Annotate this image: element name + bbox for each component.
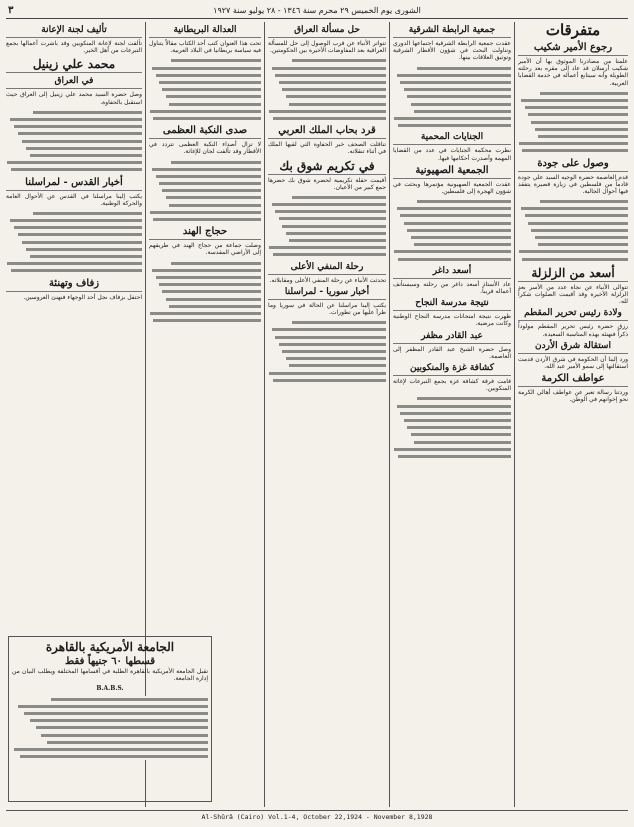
text-line	[292, 57, 386, 64]
text-line	[22, 239, 142, 246]
article-text: تحدثت الأنباء عن رحلة المنفي الأعلى ومقابلاته.	[269, 276, 386, 284]
text-line	[272, 326, 386, 333]
column-divider	[389, 22, 390, 807]
text-line	[282, 223, 386, 230]
text-line	[169, 303, 261, 310]
text-block	[149, 260, 261, 325]
text-block	[149, 57, 261, 122]
text-line	[273, 377, 386, 384]
text-line	[162, 288, 261, 295]
text-line	[417, 65, 511, 72]
article-text: ظهرت نتيجة امتحانات مدرسة النجاح الوطنية وكانت مرضية.	[393, 313, 511, 328]
text-line	[20, 753, 208, 760]
text-line	[417, 395, 511, 402]
article-text: نظرت محكمة الجنايات في عدد من القضايا المهمة وأصدرت أحكامها فيها.	[393, 147, 511, 162]
text-line	[538, 241, 628, 248]
text-line	[282, 86, 386, 93]
text-line	[522, 147, 628, 154]
text-line	[36, 724, 208, 731]
headline: نتيجة مدرسة النجاح	[393, 298, 511, 311]
article-text: وصلت جماعة من حجاج الهند في طريقهم إلى الأراضي المقدسة.	[149, 242, 261, 257]
text-line	[7, 260, 142, 267]
text-line	[275, 72, 386, 79]
ad-title: الجامعة الأمريكية بالقاهرة	[45, 640, 175, 654]
article-text: يكتب إلينا مراسلنا عن الحالة في سوريا وما طرأ عليها من تطورات.	[268, 301, 386, 316]
section-logo: متفرقات	[545, 22, 601, 39]
text-line	[275, 334, 386, 341]
headline: ولادة رئيس تحرير المقطم	[518, 308, 628, 321]
text-line	[26, 246, 142, 253]
column-divider	[264, 22, 265, 807]
article-text: قدم العاصمة حضرة الوجيه السيد علي جودة قادماً من فلسطين في زيارة قصيرة يتفقد فيها أحوال الجالية.	[518, 173, 628, 195]
text-line	[279, 215, 386, 222]
text-line	[162, 187, 261, 194]
text-line	[521, 205, 628, 212]
text-block	[393, 65, 511, 130]
text-line	[414, 241, 511, 248]
text-line	[30, 152, 142, 159]
text-line	[24, 710, 208, 717]
column-5	[6, 22, 142, 631]
text-block	[518, 198, 628, 263]
text-line	[150, 108, 261, 115]
article-text: تتواتر الأنباء عن قرب الوصول إلى حل للمسألة العراقية بعد المفاوضات الأخيرة بين الحكومتين.	[268, 40, 386, 55]
text-line	[22, 138, 142, 145]
text-line	[528, 220, 628, 227]
text-line	[166, 194, 261, 201]
headline: قرد بحاب الملك العربي	[268, 125, 386, 139]
text-line	[171, 260, 261, 267]
text-line	[414, 108, 511, 115]
text-line	[14, 123, 142, 130]
text-line	[540, 90, 628, 97]
text-line	[411, 431, 511, 438]
text-block	[12, 696, 208, 761]
text-line	[394, 115, 511, 122]
article-text: لا تزال أصداء النكبة العظمى تتردد في الأقطار وقد تألفت لجان للإغاثة.	[149, 141, 261, 156]
text-line	[292, 194, 386, 201]
headline: حجاج الهند	[149, 226, 261, 240]
text-line	[30, 253, 142, 260]
headline: عواطف الكرمة	[518, 373, 628, 387]
headline: في تكريم شوق بك	[268, 159, 386, 175]
text-line	[286, 230, 386, 237]
text-line	[400, 79, 511, 86]
text-line	[51, 696, 208, 703]
text-line	[26, 145, 142, 152]
text-line	[33, 210, 142, 217]
text-line	[400, 410, 511, 417]
text-line	[269, 370, 386, 377]
text-line	[169, 202, 261, 209]
headline: رحلة المنفي الأعلى	[268, 262, 386, 275]
headline: عبد القادر مظفر	[393, 331, 511, 344]
text-line	[272, 201, 386, 208]
text-line	[411, 101, 511, 108]
text-line	[159, 180, 261, 187]
headline: أخبار القدس - لمراسلنا	[6, 177, 142, 191]
text-line	[531, 119, 628, 126]
text-block	[268, 194, 386, 259]
text-line	[269, 108, 386, 115]
text-line	[152, 267, 261, 274]
text-line	[519, 140, 628, 147]
article-text: عقدت الجمعية الصهيونية مؤتمرها وبحثت في شؤون الهجرة إلى فلسطين.	[393, 180, 511, 195]
text-line	[519, 248, 628, 255]
headline: محمد علي زينيل	[6, 57, 142, 73]
text-line	[159, 281, 261, 288]
text-line	[417, 198, 511, 205]
article-text: تألفت لجنة لإعانة المنكوبين وقد باشرت أعمالها بجمع التبرعات من أهل الخير.	[6, 40, 142, 55]
text-line	[41, 732, 208, 739]
headline: زفاف وتهنئة	[6, 278, 142, 292]
text-line	[166, 296, 261, 303]
headline: تأليف لجنة الإعانة	[6, 25, 142, 38]
text-line	[150, 310, 261, 317]
ad-degree: B.A.B.S.	[96, 685, 124, 693]
text-line	[531, 227, 628, 234]
text-line	[153, 216, 261, 223]
text-line	[156, 173, 261, 180]
article-text: يكتب إلينا مراسلنا في القدس عن الأحوال العامة والحركة الوطنية.	[6, 192, 142, 207]
text-line	[18, 130, 142, 137]
text-line	[286, 93, 386, 100]
text-line	[153, 317, 261, 324]
text-line	[279, 79, 386, 86]
text-line	[411, 234, 511, 241]
article-text: عقدت جمعية الرابطة الشرقية اجتماعها الدوري وتناولت البحث في شؤون الأقطار الشرقية وتوثيق العلاقات بينها.	[393, 40, 511, 62]
text-line	[397, 403, 511, 410]
text-line	[279, 341, 386, 348]
dateline: الشورى يوم الخميس ٢٩ محرم سنة ١٣٤٦ - ٢٨ يوليو سنة ١٩٢٧	[213, 6, 421, 15]
text-line	[397, 205, 511, 212]
text-line	[275, 208, 386, 215]
headline: كشافة غزة والمنكوبين	[393, 363, 511, 376]
text-block	[393, 395, 511, 460]
text-line	[156, 72, 261, 79]
page-header	[6, 4, 628, 19]
text-line	[407, 424, 511, 431]
text-line	[535, 126, 629, 133]
text-block	[393, 198, 511, 263]
text-line	[407, 93, 511, 100]
text-line	[11, 267, 142, 274]
text-line	[159, 79, 261, 86]
text-line	[394, 446, 511, 453]
article-text: أقيمت حفلة تكريمية لحضرة شوق بك حضرها جمع كبير من الأعيان.	[268, 176, 386, 191]
text-line	[538, 133, 628, 140]
column-1	[518, 22, 628, 807]
text-line	[171, 57, 261, 64]
text-line	[528, 111, 628, 118]
text-line	[540, 198, 628, 205]
text-line	[30, 717, 208, 724]
headline: العدالة البريطانية	[149, 25, 261, 38]
text-line	[272, 65, 386, 72]
text-line	[156, 274, 261, 281]
column-3	[268, 22, 386, 807]
text-line	[273, 115, 386, 122]
text-block	[149, 159, 261, 224]
text-line	[7, 159, 142, 166]
headline: أخبار سوريا - لمراسلنا	[268, 287, 386, 300]
text-line	[398, 122, 511, 129]
text-line	[33, 109, 142, 116]
text-line	[18, 703, 208, 710]
text-block	[268, 319, 386, 384]
text-line	[404, 220, 511, 227]
headline: جمعية الرابطة الشرقية	[393, 25, 511, 38]
article-text: احتفل بزفاف نجل أحد الوجهاء فنهنئ العروسين.	[23, 293, 142, 301]
text-line	[414, 439, 511, 446]
text-line	[47, 739, 208, 746]
headline: الجمعية الصهيونية	[393, 165, 511, 179]
headline: رجوع الأمير شكيب	[518, 42, 628, 56]
text-line	[398, 453, 511, 460]
article-text: علمنا من مصادرنا الموثوق بها أن الأمير شكيب أرسلان قد عاد إلى مقره بعد رحلته الطويلة وأنه سيتابع أعماله في خدمة القضايا العربية.	[518, 58, 628, 87]
text-line	[166, 93, 261, 100]
text-line	[289, 237, 386, 244]
headline: أسعد من الزلزلة	[518, 266, 628, 282]
headline: الجنايات المحمية	[393, 132, 511, 145]
archive-footer: Al-Shûrâ (Cairo) Vol.1-4, October 22,1924 - November 8,1928	[6, 810, 628, 823]
text-line	[171, 159, 261, 166]
text-line	[10, 217, 142, 224]
article-text: تتوالى الأنباء عن نجاة عدد من الأسر بعد الزلزلة الأخيرة وقد أقيمت الصلوات شكراً لله.	[518, 283, 628, 306]
article-text: وصل حضرة الشيخ عبد القادر المظفر إلى العاصمة.	[393, 345, 511, 360]
article-text: تحت هذا العنوان كتب أحد الكتاب مقالاً يتناول فيه سياسة بريطانيا في البلاد العربية.	[149, 40, 261, 55]
text-line	[169, 101, 261, 108]
text-block	[268, 57, 386, 122]
column-2	[393, 22, 511, 807]
text-line	[18, 231, 142, 238]
article-text: عاد الأستاذ أسعد داغر من رحلته وسيستأنف أعماله قريباً.	[393, 280, 511, 295]
text-line	[11, 166, 142, 173]
text-line	[407, 227, 511, 234]
text-line	[394, 248, 511, 255]
ad-text: تقبل الجامعة الأمريكية بالقاهرة الطلبة في أقسامها المختلفة ويطلب البيان من إدارة الجامعة.	[12, 668, 208, 683]
column-divider	[514, 22, 515, 807]
text-line	[521, 97, 628, 104]
text-line	[162, 86, 261, 93]
headline: استقالة شرق الأردن	[518, 341, 628, 354]
article-text: وردتنا رسالة تعبر عن عواطف أهالي الكرمة نحو إخوانهم في الوطن.	[518, 389, 628, 404]
article-text: تناقلت الصحف خبر الحفاوة التي لقيها الملك في أثناء تنقلاته.	[268, 141, 386, 156]
text-line	[397, 72, 511, 79]
text-line	[152, 65, 261, 72]
article-text: وصل حضرة السيد محمد علي زينيل إلى العراق حيث استقبل بالحفاوة.	[6, 91, 142, 106]
text-line	[289, 362, 386, 369]
article-text: رزق حضرة رئيس تحرير المقطم مولوداً ذكراً فنهنئه بهذه المناسبة السعيدة.	[518, 323, 628, 338]
text-line	[398, 256, 511, 263]
text-line	[525, 212, 628, 219]
advertisement	[8, 636, 212, 802]
text-block	[6, 109, 142, 174]
page-number: ٣	[8, 5, 14, 16]
text-line	[282, 348, 386, 355]
text-line	[153, 115, 261, 122]
text-line	[292, 319, 386, 326]
article-text: ورد إلينا أن الحكومة في شرق الأردن قدمت استقالتها إلى سمو الأمير عبد الله.	[518, 355, 628, 371]
text-line	[400, 212, 511, 219]
article-text: قامت فرقة كشافة غزة بجمع التبرعات لإغاثة المنكوبين.	[393, 378, 511, 393]
text-line	[404, 417, 511, 424]
headline: وصول على جودة	[518, 158, 628, 172]
headline: صدى النكبة العظمى	[149, 125, 261, 139]
text-line	[269, 244, 386, 251]
text-line	[14, 224, 142, 231]
headline: حل مسألة العراق	[268, 25, 386, 38]
text-line	[525, 104, 628, 111]
text-block	[518, 90, 628, 155]
text-line	[150, 209, 261, 216]
text-line	[152, 166, 261, 173]
text-line	[522, 256, 628, 263]
ad-subtitle: قسطها ٦٠ جنيهاً فقط	[65, 656, 155, 667]
subheadline: في العراق	[6, 76, 142, 89]
text-line	[404, 86, 511, 93]
text-block	[6, 210, 142, 275]
text-line	[286, 355, 386, 362]
text-line	[289, 101, 386, 108]
headline: أسعد داغر	[393, 266, 511, 279]
text-line	[273, 251, 386, 258]
text-line	[535, 234, 629, 241]
text-line	[10, 116, 142, 123]
text-line	[14, 746, 208, 753]
